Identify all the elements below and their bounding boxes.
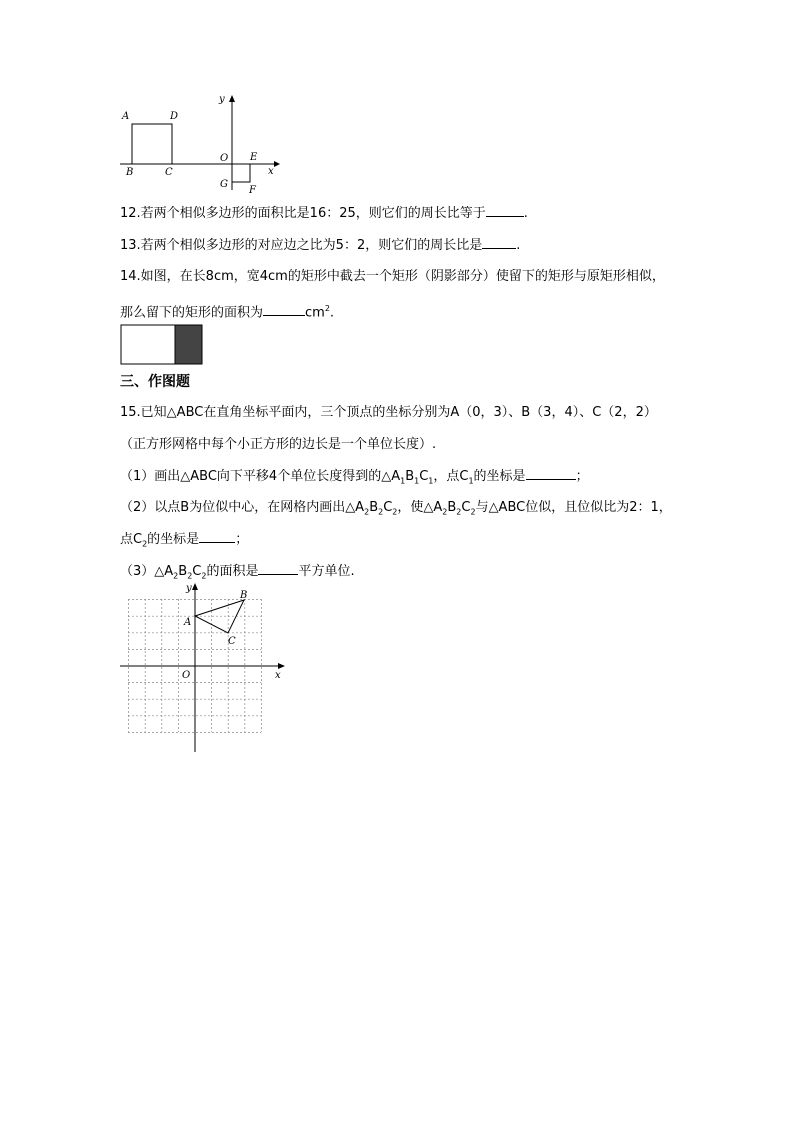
q13-answer-blank[interactable]	[482, 236, 516, 249]
sub-2: 2	[173, 571, 179, 581]
label-y: y	[219, 94, 225, 105]
q15-p2-line2-text-a: 点C	[120, 532, 143, 547]
q14-unit: cm	[305, 305, 325, 321]
sub-1: 1	[414, 476, 420, 486]
figure-grid	[120, 582, 290, 754]
y-axis-arrow	[229, 95, 235, 102]
q15-p3-text-a: （3）△A	[120, 564, 174, 579]
sub-2: 2	[201, 571, 207, 581]
q12-end: .	[523, 206, 528, 221]
q15-p1-text-d: ，点C	[433, 469, 469, 484]
label-y: y	[186, 583, 192, 594]
q13-end: .	[516, 238, 521, 253]
label-o: O	[220, 153, 229, 164]
x-axis-arrow	[278, 663, 285, 669]
q15-p2-line2-text-b: 的坐标是	[147, 532, 200, 547]
sub-2: 2	[392, 507, 398, 517]
label-c: C	[228, 636, 236, 647]
figure-square-axes	[118, 90, 288, 195]
q15-p2-text-b: B	[369, 500, 379, 515]
q15-p3-text-c: C	[192, 564, 202, 579]
q14-unit-sup: 2	[324, 304, 330, 313]
q15-p2-text-c: C	[383, 500, 393, 515]
y-axis-arrow	[192, 583, 198, 590]
sub-2: 2	[364, 507, 370, 517]
q15-p2-text-d: ，使△A	[397, 500, 443, 515]
q15-p1-text-c: C	[419, 469, 429, 484]
question-12	[120, 204, 528, 223]
q15-text-line2: （正方形网格中每个小正方形的边长是一个单位长度）.	[120, 437, 437, 452]
label-e: E	[250, 152, 258, 163]
label-b: B	[126, 167, 134, 178]
question-15-line1	[120, 404, 657, 422]
q12-text: 12.若两个相似多边形的面积比是16：25，则它们的周长比等于	[120, 206, 486, 221]
label-f: F	[249, 185, 256, 195]
sub-1: 1	[428, 476, 434, 486]
q15-p2-line2-end: ；	[235, 532, 249, 547]
q14-end: .	[329, 305, 335, 321]
q15-p2-text-g: 与△ABC位似，且位似比为2：1，	[475, 500, 672, 515]
label-x: x	[275, 670, 281, 681]
q12-answer-blank[interactable]	[486, 204, 524, 217]
question-15-part2-line2	[120, 530, 248, 554]
question-14-line2	[120, 300, 334, 322]
label-a: A	[184, 617, 192, 628]
q15-p1-end: ；	[575, 469, 589, 484]
label-x: x	[268, 166, 274, 177]
question-15-part1	[120, 467, 589, 491]
sub-2: 2	[456, 507, 462, 517]
figure-rectangle	[120, 324, 204, 366]
label-g: G	[220, 179, 228, 190]
x-axis-arrow	[274, 161, 280, 167]
sub-2: 2	[470, 507, 476, 517]
q15-p3-text-e: 平方单位.	[298, 564, 355, 579]
question-15-part2	[120, 499, 672, 522]
q14-text-line1: 14.如图，在长8cm，宽4cm的矩形中截去一个矩形（阴影部分）使留下的矩形与原矩形相似，	[120, 269, 665, 284]
q15-p1-text-b: B	[405, 469, 415, 484]
sub-2: 2	[378, 507, 384, 517]
q14-text-line2: 那么留下的矩形的面积为	[120, 305, 264, 321]
rectangle-shaded	[175, 325, 202, 364]
q15-p3-text-d: 的面积是	[206, 564, 259, 579]
label-d: D	[170, 111, 179, 122]
q15-text-line1: 15.已知△ABC在直角坐标平面内，三个顶点的坐标分别为A（0，3）、B（3，4）、C（2，2）	[120, 405, 657, 420]
question-15-line2	[120, 436, 436, 454]
label-o: O	[182, 670, 191, 681]
square-abcd	[132, 124, 172, 164]
square-oefg	[232, 164, 250, 182]
label-c: C	[165, 167, 173, 178]
sub-2: 2	[187, 571, 193, 581]
question-13	[120, 236, 520, 255]
q15-p1-text-a: （1）画出△ABC向下平移4个单位长度得到的△A	[120, 469, 401, 484]
sub-2: 2	[442, 507, 448, 517]
sub-1: 1	[468, 476, 474, 486]
label-b: B	[240, 590, 248, 601]
q15-p2-text-e: B	[447, 500, 457, 515]
question-14-line1	[120, 268, 665, 286]
q13-text: 13.若两个相似多边形的对应边之比为5：2，则它们的周长比是	[120, 238, 483, 253]
q15-p2-answer-blank[interactable]	[199, 530, 235, 543]
q15-p1-text-e: 的坐标是	[473, 469, 526, 484]
section-3-title: 三、作图题	[120, 374, 190, 390]
sub-2: 2	[142, 539, 148, 549]
q15-p3-answer-blank[interactable]	[258, 562, 298, 575]
q14-answer-blank[interactable]	[263, 303, 305, 316]
q15-p1-answer-blank[interactable]	[526, 467, 576, 480]
sub-1: 1	[400, 476, 406, 486]
q15-p2-text-a: （2）以点B为位似中心，在网格内画出△A	[120, 500, 365, 515]
q15-p3-text-b: B	[178, 564, 188, 579]
label-a: A	[122, 111, 130, 122]
q15-p2-text-f: C	[461, 500, 471, 515]
